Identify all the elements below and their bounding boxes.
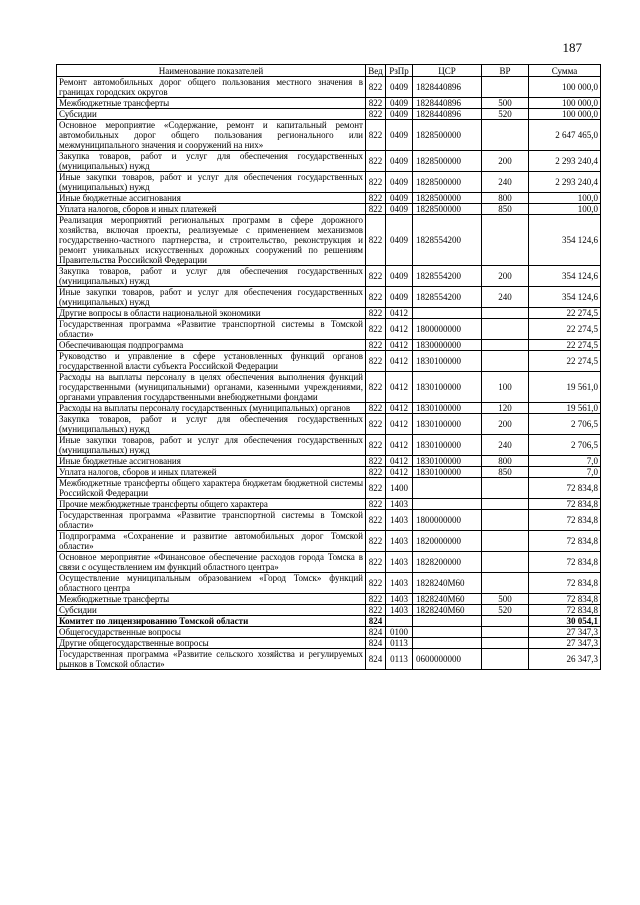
cell-csr: 1800000000 <box>413 510 482 531</box>
cell-vr <box>482 531 529 552</box>
cell-csr: 1828554200 <box>413 266 482 287</box>
cell-sum: 27 347,3 <box>529 627 601 638</box>
cell-csr <box>413 499 482 510</box>
table-row <box>57 215 601 266</box>
cell-vr <box>482 510 529 531</box>
table-row <box>57 403 601 414</box>
cell-rzpr: 0412 <box>386 319 413 340</box>
cell-name: Иные бюджетные ассигнования <box>57 456 366 467</box>
cell-vr <box>482 649 529 670</box>
cell-ved: 822 <box>366 605 386 616</box>
cell-vr: 100 <box>482 372 529 403</box>
cell-rzpr: 0409 <box>386 266 413 287</box>
cell-vr: 800 <box>482 456 529 467</box>
cell-name: Государственная программа «Развитие сельского хозяйства и регулируемых рынков в Томской области» <box>57 649 366 670</box>
cell-ved: 822 <box>366 77 386 98</box>
cell-name: Иные бюджетные ассигнования <box>57 193 366 204</box>
cell-vr: 520 <box>482 605 529 616</box>
cell-ved: 824 <box>366 638 386 649</box>
cell-vr: 200 <box>482 414 529 435</box>
cell-vr: 850 <box>482 467 529 478</box>
cell-rzpr: 1403 <box>386 499 413 510</box>
cell-rzpr: 0409 <box>386 109 413 120</box>
cell-ved: 822 <box>366 266 386 287</box>
cell-ved: 822 <box>366 414 386 435</box>
cell-rzpr: 0113 <box>386 649 413 670</box>
header-sum: Сумма <box>529 65 601 77</box>
cell-csr: 1828554200 <box>413 215 482 266</box>
cell-rzpr: 0409 <box>386 193 413 204</box>
table-row <box>57 414 601 435</box>
cell-csr: 1828240М60 <box>413 605 482 616</box>
cell-ved: 824 <box>366 616 386 627</box>
cell-csr: 1830100000 <box>413 372 482 403</box>
table-row <box>57 552 601 573</box>
cell-vr <box>482 552 529 573</box>
header-rzpr: РзПр <box>386 65 413 77</box>
table-row <box>57 531 601 552</box>
cell-name: Закупка товаров, работ и услуг для обеспечения государственных (муниципальных) нужд <box>57 151 366 172</box>
cell-rzpr: 0412 <box>386 467 413 478</box>
cell-csr <box>413 478 482 499</box>
cell-ved: 822 <box>366 510 386 531</box>
cell-vr <box>482 638 529 649</box>
cell-sum: 100,0 <box>529 193 601 204</box>
cell-name: Руководство и управление в сфере установленных функций органов государственной власти субъекта Российской Федерации <box>57 351 366 372</box>
cell-rzpr: 0412 <box>386 351 413 372</box>
table-row <box>57 340 601 351</box>
cell-rzpr: 1403 <box>386 573 413 594</box>
cell-sum: 2 293 240,4 <box>529 151 601 172</box>
cell-vr <box>482 308 529 319</box>
table-row <box>57 204 601 215</box>
table-row <box>57 351 601 372</box>
cell-name: Прочие межбюджетные трансферты общего характера <box>57 499 366 510</box>
cell-ved: 822 <box>366 351 386 372</box>
cell-rzpr: 0412 <box>386 308 413 319</box>
cell-csr: 1830100000 <box>413 403 482 414</box>
table-row <box>57 308 601 319</box>
cell-sum: 72 834,8 <box>529 478 601 499</box>
cell-csr: 1828240М60 <box>413 594 482 605</box>
cell-ved: 822 <box>366 120 386 151</box>
cell-name: Государственная программа «Развитие транспортной системы в Томской области» <box>57 510 366 531</box>
cell-vr <box>482 478 529 499</box>
cell-name: Межбюджетные трансферты <box>57 98 366 109</box>
cell-vr: 120 <box>482 403 529 414</box>
cell-ved: 822 <box>366 151 386 172</box>
cell-name: Общегосударственные вопросы <box>57 627 366 638</box>
cell-sum: 2 706,5 <box>529 435 601 456</box>
cell-ved: 822 <box>366 193 386 204</box>
cell-csr: 1828240М60 <box>413 573 482 594</box>
cell-ved: 822 <box>366 594 386 605</box>
cell-ved: 822 <box>366 403 386 414</box>
cell-vr: 850 <box>482 204 529 215</box>
table-header-row <box>57 65 601 77</box>
table-row <box>57 478 601 499</box>
cell-rzpr: 0412 <box>386 456 413 467</box>
cell-rzpr: 0409 <box>386 151 413 172</box>
cell-csr <box>413 627 482 638</box>
cell-rzpr: 0409 <box>386 204 413 215</box>
cell-sum: 354 124,6 <box>529 287 601 308</box>
cell-csr: 1830100000 <box>413 414 482 435</box>
cell-name: Субсидии <box>57 109 366 120</box>
cell-rzpr: 0409 <box>386 77 413 98</box>
cell-rzpr: 1403 <box>386 605 413 616</box>
cell-vr <box>482 319 529 340</box>
cell-ved: 822 <box>366 204 386 215</box>
table-row <box>57 172 601 193</box>
cell-ved: 822 <box>366 98 386 109</box>
cell-name: Иные закупки товаров, работ и услуг для обеспечения государственных (муниципальных) нужд <box>57 435 366 456</box>
header-ved: Вед <box>366 65 386 77</box>
table-row <box>57 77 601 98</box>
cell-csr: 1828554200 <box>413 287 482 308</box>
cell-ved: 822 <box>366 319 386 340</box>
table-row <box>57 467 601 478</box>
cell-rzpr <box>386 616 413 627</box>
cell-ved: 822 <box>366 308 386 319</box>
cell-sum: 72 834,8 <box>529 499 601 510</box>
cell-vr: 200 <box>482 151 529 172</box>
cell-csr: 1828200000 <box>413 552 482 573</box>
cell-name: Уплата налогов, сборов и иных платежей <box>57 467 366 478</box>
table-row <box>57 109 601 120</box>
cell-vr: 800 <box>482 193 529 204</box>
cell-vr <box>482 120 529 151</box>
cell-rzpr: 1403 <box>386 552 413 573</box>
cell-ved: 822 <box>366 109 386 120</box>
cell-vr <box>482 573 529 594</box>
cell-rzpr: 0409 <box>386 172 413 193</box>
cell-ved: 822 <box>366 435 386 456</box>
cell-name: Расходы на выплаты персоналу в целях обеспечения выполнения функций государственными (муниципальными) органами, казенными учреждениями, органами управления государственными внебюджетными фондами <box>57 372 366 403</box>
cell-rzpr: 1403 <box>386 531 413 552</box>
cell-name: Другие вопросы в области национальной экономики <box>57 308 366 319</box>
cell-vr <box>482 340 529 351</box>
cell-csr: 1828440896 <box>413 109 482 120</box>
table-row <box>57 98 601 109</box>
table-row <box>57 120 601 151</box>
cell-rzpr: 1400 <box>386 478 413 499</box>
cell-name: Государственная программа «Развитие транспортной системы в Томской области» <box>57 319 366 340</box>
cell-csr: 1800000000 <box>413 319 482 340</box>
header-csr: ЦСР <box>413 65 482 77</box>
cell-rzpr: 0412 <box>386 372 413 403</box>
cell-sum: 72 834,8 <box>529 573 601 594</box>
cell-rzpr: 1403 <box>386 594 413 605</box>
cell-vr: 500 <box>482 594 529 605</box>
cell-name: Подпрограмма «Сохранение и развитие автомобильных дорог Томской области» <box>57 531 366 552</box>
cell-sum: 2 647 465,0 <box>529 120 601 151</box>
cell-ved: 822 <box>366 499 386 510</box>
cell-csr: 1828500000 <box>413 193 482 204</box>
cell-ved: 822 <box>366 340 386 351</box>
cell-ved: 822 <box>366 372 386 403</box>
cell-sum: 19 561,0 <box>529 372 601 403</box>
cell-rzpr: 0412 <box>386 435 413 456</box>
cell-sum: 72 834,8 <box>529 531 601 552</box>
cell-vr <box>482 499 529 510</box>
cell-name: Иные закупки товаров, работ и услуг для обеспечения государственных (муниципальных) нужд <box>57 172 366 193</box>
cell-csr: 1828440896 <box>413 98 482 109</box>
cell-name: Межбюджетные трансферты общего характера бюджетам бюджетной системы Российской Федерации <box>57 478 366 499</box>
table-row <box>57 435 601 456</box>
cell-name: Закупка товаров, работ и услуг для обеспечения государственных (муниципальных) нужд <box>57 266 366 287</box>
cell-vr <box>482 627 529 638</box>
cell-rzpr: 0409 <box>386 120 413 151</box>
cell-csr <box>413 308 482 319</box>
cell-name: Иные закупки товаров, работ и услуг для обеспечения государственных (муниципальных) нужд <box>57 287 366 308</box>
table-row <box>57 266 601 287</box>
cell-ved: 822 <box>366 215 386 266</box>
cell-csr: 1828500000 <box>413 172 482 193</box>
cell-csr: 0600000000 <box>413 649 482 670</box>
cell-vr: 520 <box>482 109 529 120</box>
cell-ved: 822 <box>366 478 386 499</box>
cell-name: Осуществление муниципальным образованием «Город Томск» функций областного центра <box>57 573 366 594</box>
cell-csr: 1830100000 <box>413 456 482 467</box>
cell-ved: 824 <box>366 627 386 638</box>
cell-name: Закупка товаров, работ и услуг для обеспечения государственных (муниципальных) нужд <box>57 414 366 435</box>
cell-rzpr: 0100 <box>386 627 413 638</box>
cell-csr: 1828500000 <box>413 204 482 215</box>
cell-rzpr: 0412 <box>386 340 413 351</box>
cell-rzpr: 0409 <box>386 215 413 266</box>
cell-ved: 822 <box>366 287 386 308</box>
header-vr: ВР <box>482 65 529 77</box>
table-row <box>57 638 601 649</box>
cell-sum: 27 347,3 <box>529 638 601 649</box>
cell-vr <box>482 351 529 372</box>
cell-sum: 72 834,8 <box>529 594 601 605</box>
cell-vr <box>482 215 529 266</box>
cell-sum: 7,0 <box>529 456 601 467</box>
cell-name: Межбюджетные трансферты <box>57 594 366 605</box>
cell-name: Ремонт автомобильных дорог общего пользования местного значения в границах городских округов <box>57 77 366 98</box>
cell-rzpr: 0412 <box>386 403 413 414</box>
budget-table <box>56 64 601 670</box>
cell-name: Основное мероприятие «Финансовое обеспечение расходов города Томска в связи с осуществлением им функций областного центра» <box>57 552 366 573</box>
cell-sum: 100 000,0 <box>529 109 601 120</box>
cell-ved: 822 <box>366 573 386 594</box>
table-row <box>57 319 601 340</box>
table-row <box>57 573 601 594</box>
cell-sum: 354 124,6 <box>529 266 601 287</box>
cell-vr: 240 <box>482 172 529 193</box>
cell-name: Комитет по лицензированию Томской области <box>57 616 366 627</box>
cell-csr <box>413 638 482 649</box>
cell-ved: 824 <box>366 649 386 670</box>
cell-name: Расходы на выплаты персоналу государственных (муниципальных) органов <box>57 403 366 414</box>
cell-rzpr: 0113 <box>386 638 413 649</box>
table-row <box>57 594 601 605</box>
cell-csr: 1830100000 <box>413 351 482 372</box>
table-body <box>57 77 601 670</box>
cell-sum: 72 834,8 <box>529 605 601 616</box>
header-name: Наименование показателей <box>57 65 366 77</box>
cell-name: Обеспечивающая подпрограмма <box>57 340 366 351</box>
table-row <box>57 627 601 638</box>
cell-sum: 22 274,5 <box>529 308 601 319</box>
cell-csr: 1830100000 <box>413 435 482 456</box>
table-row <box>57 616 601 627</box>
table-row <box>57 193 601 204</box>
cell-vr: 500 <box>482 98 529 109</box>
cell-ved: 822 <box>366 172 386 193</box>
cell-csr: 1820000000 <box>413 531 482 552</box>
cell-sum: 2 706,5 <box>529 414 601 435</box>
cell-sum: 19 561,0 <box>529 403 601 414</box>
cell-sum: 2 293 240,4 <box>529 172 601 193</box>
cell-vr <box>482 616 529 627</box>
cell-csr: 1828500000 <box>413 120 482 151</box>
cell-sum: 22 274,5 <box>529 351 601 372</box>
cell-csr: 1830000000 <box>413 340 482 351</box>
cell-sum: 22 274,5 <box>529 340 601 351</box>
cell-sum: 30 054,1 <box>529 616 601 627</box>
cell-vr: 240 <box>482 287 529 308</box>
cell-sum: 26 347,3 <box>529 649 601 670</box>
cell-vr <box>482 77 529 98</box>
cell-sum: 72 834,8 <box>529 510 601 531</box>
cell-csr <box>413 616 482 627</box>
page-number: 187 <box>562 40 582 55</box>
cell-rzpr: 1403 <box>386 510 413 531</box>
cell-sum: 72 834,8 <box>529 552 601 573</box>
table-row <box>57 372 601 403</box>
cell-ved: 822 <box>366 467 386 478</box>
cell-vr: 240 <box>482 435 529 456</box>
cell-name: Другие общегосударственные вопросы <box>57 638 366 649</box>
cell-vr: 200 <box>482 266 529 287</box>
cell-sum: 7,0 <box>529 467 601 478</box>
cell-sum: 100 000,0 <box>529 98 601 109</box>
cell-sum: 354 124,6 <box>529 215 601 266</box>
cell-ved: 822 <box>366 456 386 467</box>
cell-name: Субсидии <box>57 605 366 616</box>
cell-ved: 822 <box>366 552 386 573</box>
table-row <box>57 510 601 531</box>
cell-name: Реализация мероприятий региональных программ в сфере дорожного хозяйства, включая проекты, реализуемые с применением механизмов государственно-частного партнерства, и строительство, реконструкция и ремонт уникальных искусственных дорожных сооружений по решениям Правительства Российской Федерации <box>57 215 366 266</box>
cell-rzpr: 0409 <box>386 287 413 308</box>
cell-csr: 1830100000 <box>413 467 482 478</box>
table-row <box>57 605 601 616</box>
cell-csr: 1828440896 <box>413 77 482 98</box>
table-row <box>57 499 601 510</box>
cell-sum: 100,0 <box>529 204 601 215</box>
cell-sum: 100 000,0 <box>529 77 601 98</box>
cell-csr: 1828500000 <box>413 151 482 172</box>
cell-rzpr: 0409 <box>386 98 413 109</box>
cell-sum: 22 274,5 <box>529 319 601 340</box>
table-row <box>57 649 601 670</box>
table-row <box>57 151 601 172</box>
table-row <box>57 456 601 467</box>
cell-rzpr: 0412 <box>386 414 413 435</box>
cell-name: Основное мероприятие «Содержание, ремонт и капитальный ремонт автомобильных дорог общего пользования регионального или межмуниципального значения и сооружений на них» <box>57 120 366 151</box>
cell-name: Уплата налогов, сборов и иных платежей <box>57 204 366 215</box>
table-row <box>57 287 601 308</box>
cell-ved: 822 <box>366 531 386 552</box>
